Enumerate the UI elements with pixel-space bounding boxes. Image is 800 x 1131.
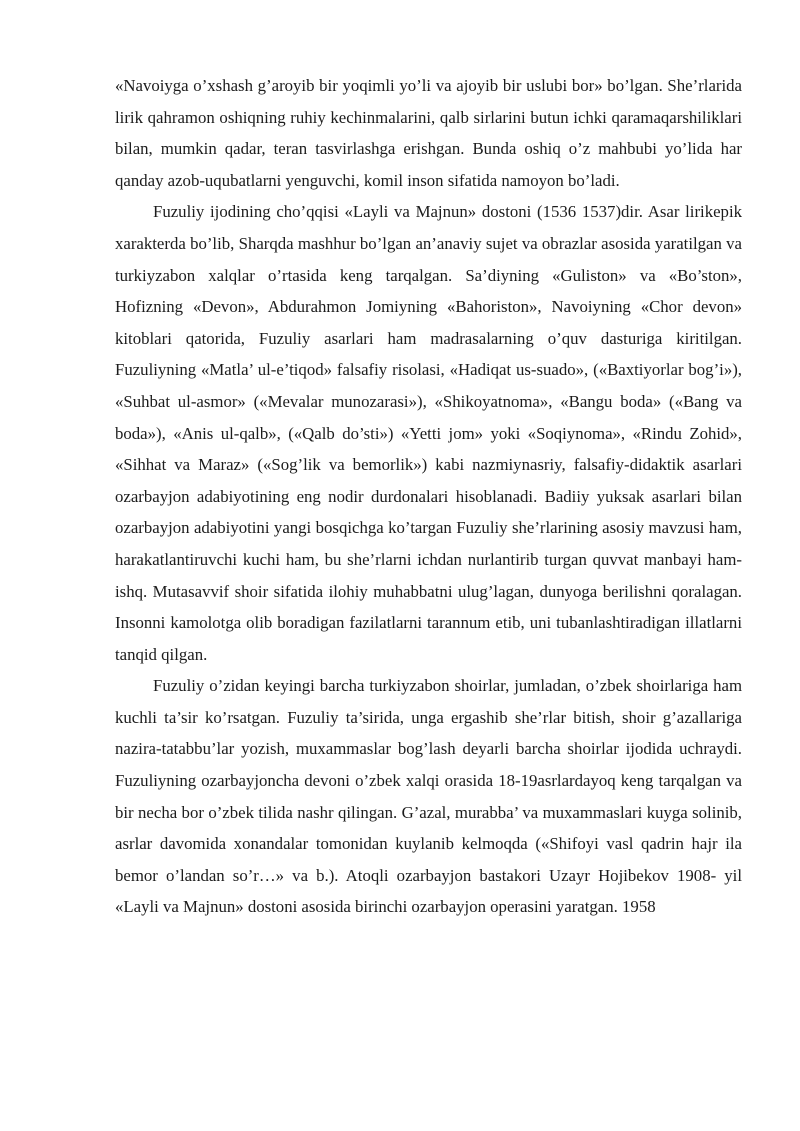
document-page [115,70,742,923]
paragraph-continuation: «Navoiyga o’xshash g’aroyib bir yoqimli yo’li va ajoyib bir uslubi bor» bo’lgan. She’rlarida lirik qahramon oshiqning ruhiy kechinmalarini, qalb sirlarini butun ichki qaramaqarshiliklari bilan, mumkin qadar, teran tasvirlashga erishgan. Bunda oshiq o’z mahbubi yo’lida har qanday azob-uqubatlarni yenguvchi, komil inson sifatida namoyon bo’ladi. [115,76,742,190]
paragraph-influence: Fuzuliy o’zidan keyingi barcha turkiyzabon shoirlar, jumladan, o’zbek shoirlariga ham kuchli ta’sir ko’rsatgan. Fuzuliy ta’sirida, unga ergashib she’rlar bitish, shoir g’azallariga nazira-tatabbu’lar yozish, muxammaslar bog’lash deyarli barcha shoirlar ijodida uchraydi. Fuzuliyning ozarbayjoncha devoni o’zbek xalqi orasida 18-19asrlardayoq keng tarqalgan va bir necha bor o’zbek tilida nashr qilingan. G’azal, murabba’ va muxammaslari kuyga solinib, asrlar davomida xonandalar tomonidan kuylanib kelmoqda («Shifoyi vasl qadrin hajr ila bemor o’landan so’r…» va b.). Atoqli ozarbayjon bastakori Uzayr Hojibekov 1908- yil «Layli va Majnun» dostoni asosida birinchi ozarbayjon operasini yaratgan. 1958 [115,676,742,917]
paragraph-layli-majnun: Fuzuliy ijodining cho’qqisi «Layli va Majnun» dostoni (1536 1537)dir. Asar lirikepik xarakterda bo’lib, Sharqda mashhur bo’lgan an’anaviy sujet va obrazlar asosida yaratilgan va turkiyzabon xalqlar o’rtasida keng tarqalgan. Sa’diyning «Guliston» va «Bo’ston», Hofizning «Devon», Abdurahmon Jomiyning «Bahoriston», Navoiyning «Chor devon» kitoblari qatorida, Fuzuliy asarlari ham madrasalarning o’quv dasturiga kiritilgan. Fuzuliyning «Matla’ ul-e’tiqod» falsafiy risolasi, «Hadiqat us-suado», («Baxtiyorlar bog’i»), «Suhbat ul-asmor» («Mevalar munozarasi»), «Shikoyatnoma», «Bangu boda» («Bang va boda»), «Anis ul-qalb», («Qalb do’sti») «Yetti jom» yoki «Soqiynoma», «Rindu Zohid», «Sihhat va Maraz» («Sog’lik va bemorlik») kabi nazmiynasriy, falsafiy-didaktik asarlari ozarbayjon adabiyotining eng nodir durdonalari hisoblanadi. Badiiy yuksak asarlari bilan ozarbayjon adabiyotini yangi bosqichga ko’targan Fuzuliy she’rlarining asosiy mavzusi ham, harakatlantiruvchi kuchi ham, bu she’rlarni ichdan nurlantirib turgan quvvat manbayi ham- ishq. Mutasavvif shoir sifatida ilohiy muhabbatni ulug’lagan, dunyoga berilishni qoralagan. Insonni kamolotga olib boradigan fazilatlarni tarannum etib, uni tubanlashtiradigan illatlarni tanqid qilgan. [115,202,742,664]
